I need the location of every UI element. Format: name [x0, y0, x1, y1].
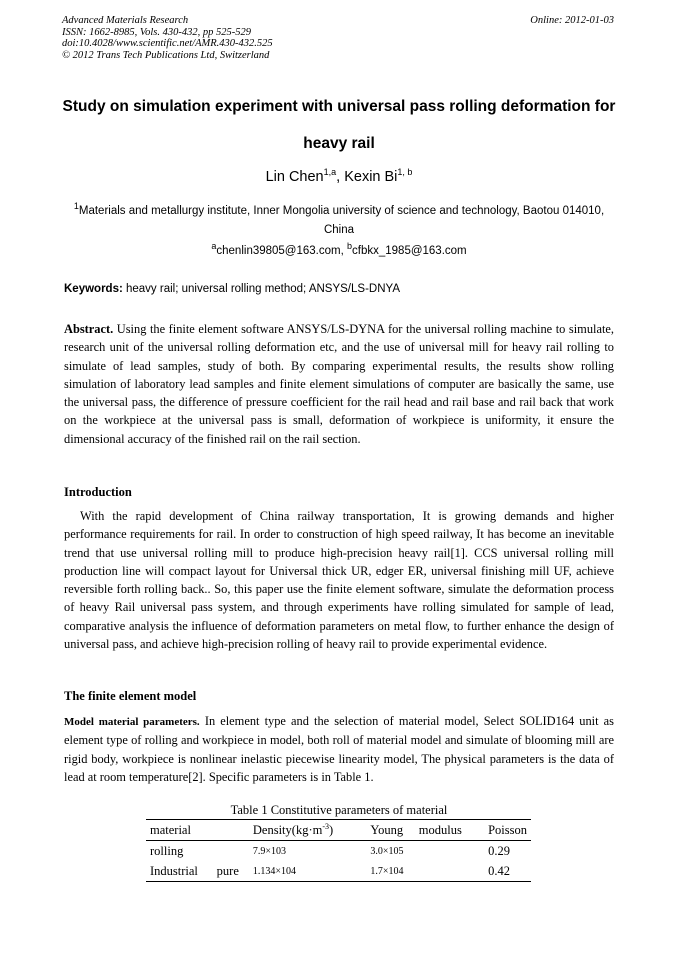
- abstract-text: Using the finite element software ANSYS/LS-DYNA for the universal rolling machine to simulate, research unit of the universal rolling deformation etc, and the use of universal mill for heavy rail rolling to simulate of lead samples, study of both. By comparing experimental results, the results show rolling simulation of laboratory lead samples and finite element simulations of computer are basically the same, use the universal pass, the difference of pressure coefficient for the rail head and rail base and rail back that work on the workpiece at the universal pass is small, deformation of workpiece is uniformity, it ensure the dimensional accuracy of the finished rail on the rail section.: [64, 322, 614, 446]
- fem-text: In element type and the selection of material model, Select SOLID164 unit as element type of rolling and workpiece in model, both roll of material model and simulate of blooming mill are rigid body, workpiece is nonlinear inelastic piecewise linearity model, The physical parameters is the data of lead at room temperature[2]. Specific parameters is in Table 1.: [64, 714, 615, 784]
- issn-line: ISSN: 1662-8985, Vols. 430-432, pp 525-529: [62, 26, 251, 38]
- cell-material: rolling: [150, 843, 184, 858]
- table-row: [146, 841, 531, 862]
- affiliation: [64, 202, 614, 240]
- introduction-paragraph: With the rapid development of China railway transportation, It is growing demands and higher performance requirements for rail. In order to construction of high speed railway, It has become an inevitable trend that use universal rolling mill to produce high-precision heavy rail[1]. CCS universal rolling mill production line will compact layout for Universal thick UR, edger ER, universal finishing mill UF, achieve reversible forth rolling back.. So, this paper use the finite element software, simulate the deformation process of heavy Rail universal pass system, and through experiments have rolling simulated for sample of lead, comparative analysis the influence of deformation parameters on metal flow, to further enhance the design of universal pass, and achieve high-precision rolling of heavy rail to provide experimental evidence.: [64, 509, 614, 652]
- header-young-modulus: Young modulus: [366, 820, 484, 841]
- cell-density: 1.134×104: [249, 861, 367, 882]
- abstract-label: Abstract.: [64, 322, 114, 336]
- author-emails: $^a$chenlin39805@163.com, $^b$cfbkx_1985@163.com: [211, 241, 467, 257]
- cell-material: Industrial pure: [146, 861, 249, 882]
- fem-paragraph: [64, 712, 614, 786]
- journal-header: [62, 15, 273, 61]
- online-date: Online: 2012-01-03: [530, 15, 614, 26]
- doi-line: doi:10.4028/www.scientific.net/AMR.430-432.525: [62, 38, 273, 49]
- cell-poisson: 0.42: [484, 861, 531, 882]
- table-header-row: [146, 820, 531, 841]
- section-heading-introduction: Introduction: [64, 485, 132, 499]
- author-affil-mark: 1,a: [323, 167, 337, 178]
- cell-poisson: 0.29: [488, 843, 510, 858]
- affil-mark: 1: [73, 201, 79, 212]
- copyright-line: © 2012 Trans Tech Publications Ltd, Switzerland: [62, 49, 270, 61]
- keywords-label: Keywords:: [64, 283, 123, 295]
- header-density: $Density(kg\cdot m^{-3})$: [249, 820, 367, 841]
- cell-young: 1.7×104: [366, 861, 484, 882]
- table-row: [146, 861, 531, 882]
- keywords-text: heavy rail; universal rolling method; ANSYS/LS-DNYA: [126, 283, 400, 295]
- abstract: [64, 320, 614, 448]
- section-heading-fem: The finite element model: [64, 689, 197, 703]
- author-line: Lin Chen$^{1,a}$, Kexin Bi$^{1, b}$: [265, 167, 413, 185]
- header-poisson: Poisson: [484, 820, 531, 841]
- table-caption: Table 1 Constitutive parameters of material: [230, 803, 448, 817]
- header-material: material: [146, 820, 249, 841]
- affiliation-text: Materials and metallurgy institute, Inner Mongolia university of science and technology, Baotou 014010, China: [78, 205, 605, 236]
- journal-name: Advanced Materials Research: [62, 15, 189, 26]
- email-link[interactable]: chenlin39805@163.com: [216, 245, 341, 257]
- keywords: [64, 283, 614, 295]
- runin-heading: Model material parameters.: [64, 716, 200, 728]
- email-link[interactable]: cfbkx_1985@163.com: [352, 245, 467, 257]
- paper-title: Study on simulation experiment with universal pass rolling deformation for heavy rail: [62, 98, 616, 152]
- cell-young: 3.0×105: [370, 845, 404, 857]
- cell-density: 7.9×103: [252, 845, 287, 857]
- material-parameters-table: [146, 819, 531, 882]
- author-name: Lin Chen: [265, 169, 324, 185]
- author-affil-mark: 1, b: [397, 167, 413, 178]
- author-name: Kexin Bi: [344, 169, 398, 185]
